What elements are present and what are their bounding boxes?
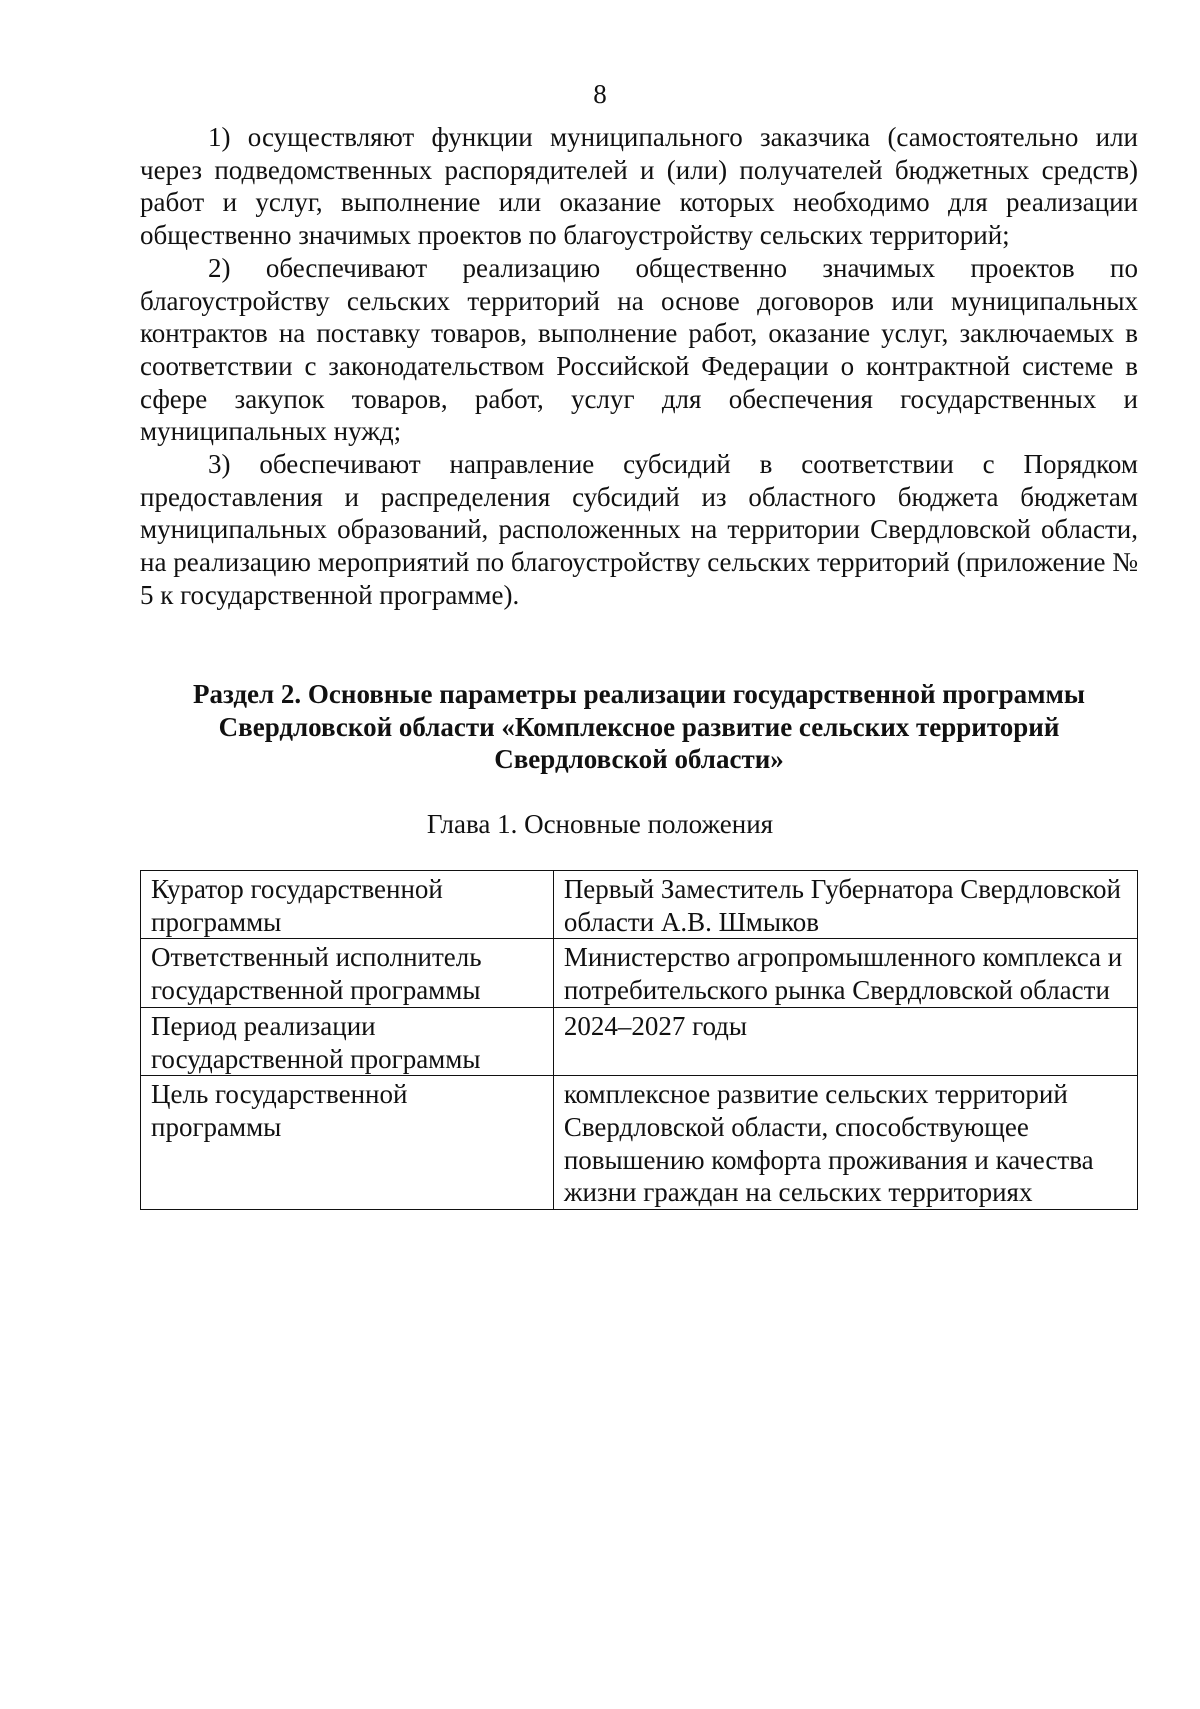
table-row <box>141 1007 1138 1075</box>
table-row <box>141 1076 1138 1210</box>
paragraph-3: 3) обеспечивают направление субсидий в соответствии с Порядком предоставления и распределения субсидий из областного бюджета бюджетам муниципальных образований, расположенных на территории Свердловской области, на реализацию мероприятий по благоустройству сельских территорий (приложение № 5 к государственной программе). <box>140 449 1138 610</box>
row-label: Цель государственной программы <box>141 1076 554 1210</box>
paragraph-1: 1) осуществляют функции муниципального заказчика (самостоятельно или через подведомственных распорядителей и (или) получателей бюджетных средств) работ и услуг, выполнение или оказание которых необходимо для реализации общественно значимых проектов по благоустройству сельских территорий; <box>140 122 1138 251</box>
chapter-title: Глава 1. Основные положения <box>426 809 774 839</box>
row-value: Министерство агропромышленного комплекса и потребительского рынка Свердловской области <box>553 939 1137 1007</box>
row-value: 2024–2027 годы <box>553 1007 1137 1075</box>
paragraph-2: 2) обеспечивают реализацию общественно значимых проектов по благоустройству сельских территорий на основе договоров или муниципальных контрактов на поставку товаров, выполнение работ, оказание услуг, заключаемых в соответствии с законодательством Российской Федерации о контрактной системе в сфере закупок товаров, работ, услуг для обеспечения государственных и муниципальных нужд; <box>140 252 1138 447</box>
row-value: Первый Заместитель Губернатора Свердловской области А.В. Шмыков <box>553 871 1137 939</box>
table-row <box>141 939 1138 1007</box>
row-label: Период реализации государственной программы <box>141 1007 554 1075</box>
table-row <box>141 871 1138 939</box>
row-label: Куратор государственной программы <box>141 871 554 939</box>
body-text <box>140 121 1138 612</box>
row-value: комплексное развитие сельских территорий Свердловской области, способствующее повышению комфорта проживания и качества жизни граждан на сельских территориях <box>553 1076 1137 1210</box>
section-title: Раздел 2. Основные параметры реализации государственной программы Свердловской области «Комплексное развитие сельских территорий Свердловской области» <box>193 679 1085 775</box>
program-parameters-table <box>140 870 1138 1210</box>
page-number: 8 <box>593 79 607 109</box>
row-label: Ответственный исполнитель государственной программы <box>141 939 554 1007</box>
